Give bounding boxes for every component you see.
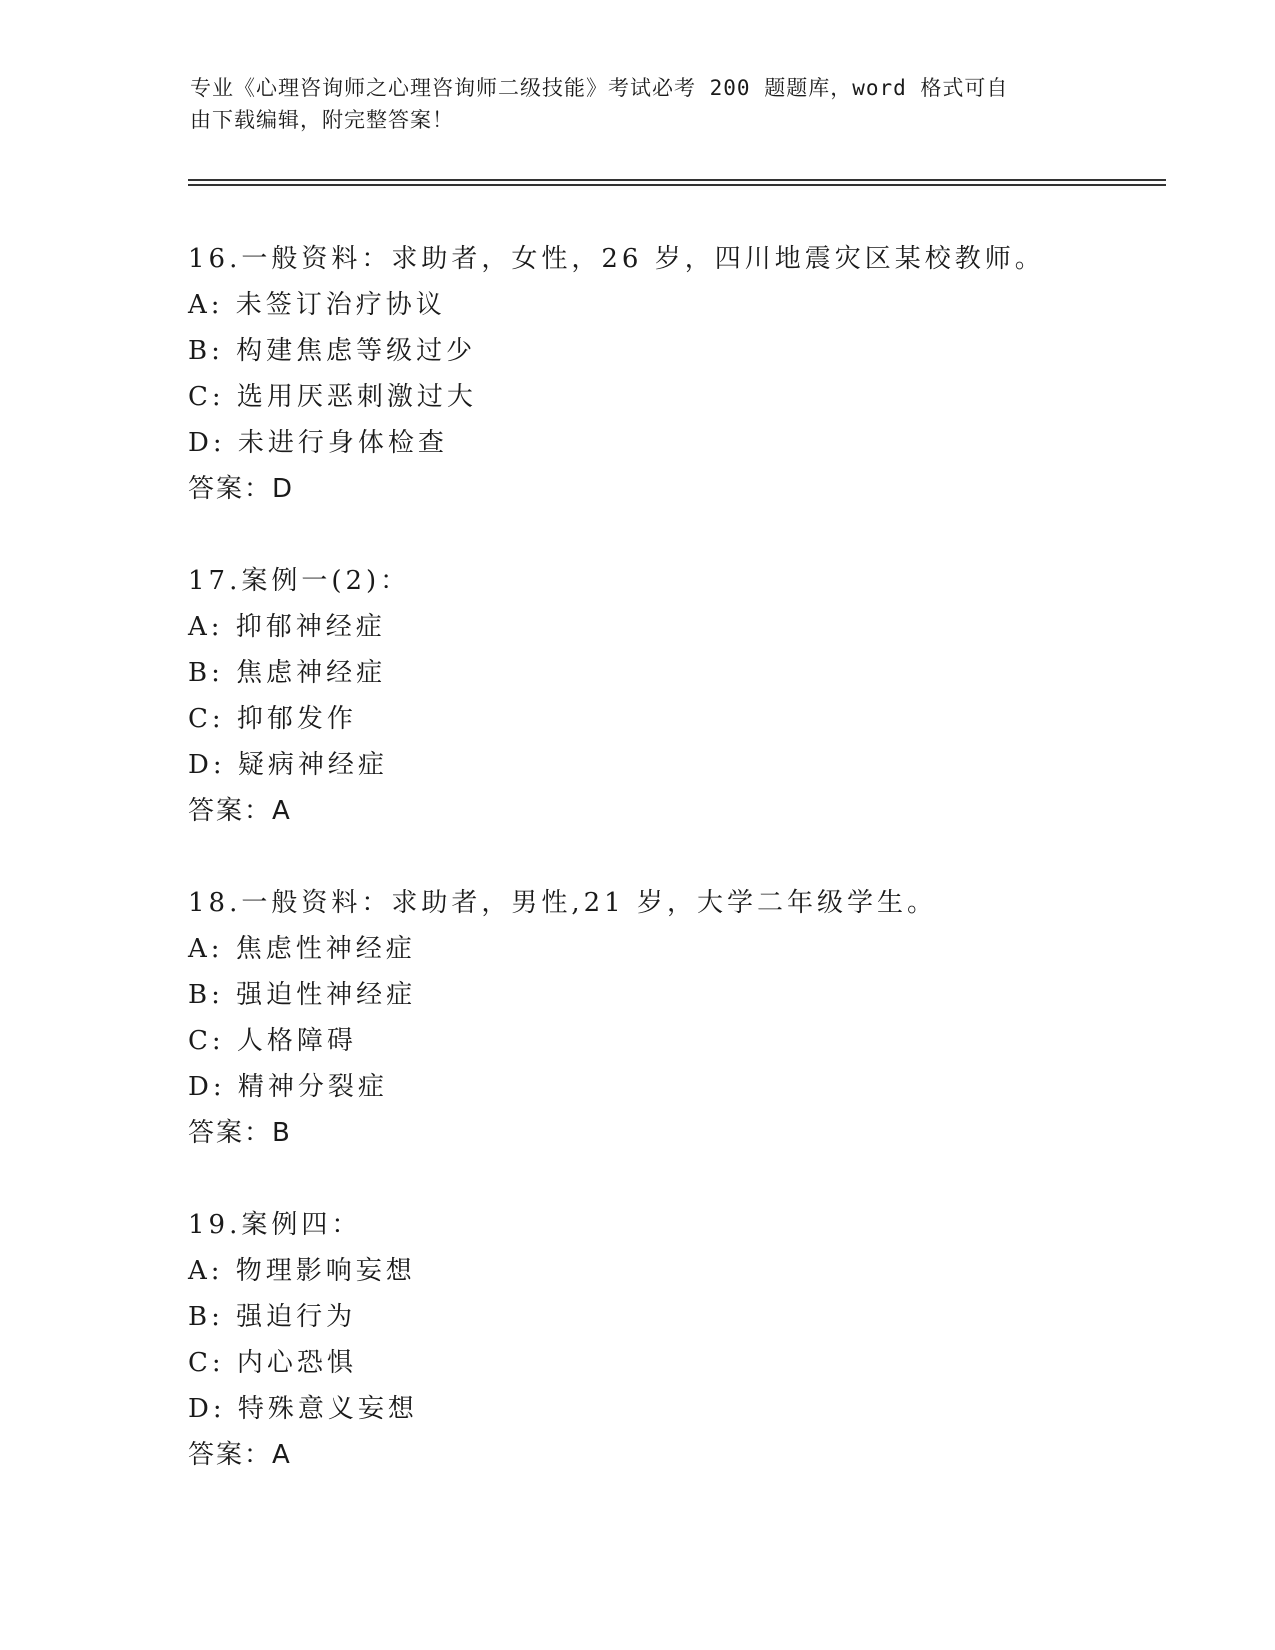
answer-line: 答案：A (188, 796, 292, 826)
option-d: D: 未进行身体检查 (188, 428, 448, 458)
option-d: D: 特殊意义妄想 (188, 1394, 418, 1424)
header-line-2: 由下载编辑，附完整答案！ (190, 108, 454, 132)
option-a: A: 物理影响妄想 (188, 1256, 416, 1286)
question-stem: 16.一般资料：求助者，女性，26 岁，四川地震灾区某校教师。 (188, 244, 1045, 274)
option-c: C: 选用厌恶刺激过大 (188, 382, 477, 412)
option-a: A: 抑郁神经症 (188, 612, 386, 642)
header-line-1: 专业《心理咨询师之心理咨询师二级技能》考试必考 200 题题库，word 格式可自 (190, 76, 1009, 100)
question-list (188, 236, 1188, 1524)
option-b: B: 构建焦虑等级过少 (188, 336, 477, 366)
option-a: A: 未签订治疗协议 (188, 290, 446, 320)
header-divider-bottom (188, 184, 1166, 186)
question-16 (188, 236, 1188, 558)
option-b: B: 焦虑神经症 (188, 658, 387, 688)
option-d: D: 精神分裂症 (188, 1072, 388, 1102)
header-divider-top (188, 179, 1166, 181)
question-17 (188, 558, 1188, 880)
question-stem: 19.案例四： (188, 1210, 362, 1240)
option-b: B: 强迫性神经症 (188, 980, 417, 1010)
option-c: C: 内心恐惧 (188, 1348, 357, 1378)
answer-line: 答案：A (188, 1440, 292, 1470)
option-d: D: 疑病神经症 (188, 750, 388, 780)
question-19 (188, 1202, 1188, 1524)
question-18 (188, 880, 1188, 1202)
answer-line: 答案：B (188, 1118, 292, 1148)
question-stem: 18.一般资料：求助者，男性,21 岁，大学二年级学生。 (188, 888, 937, 918)
option-c: C: 人格障碍 (188, 1026, 357, 1056)
answer-line: 答案：D (188, 474, 295, 504)
option-a: A: 焦虑性神经症 (188, 934, 416, 964)
question-stem: 17.案例一(2)： (188, 566, 411, 596)
document-header (190, 72, 1080, 136)
option-b: B: 强迫行为 (188, 1302, 357, 1332)
option-c: C: 抑郁发作 (188, 704, 357, 734)
